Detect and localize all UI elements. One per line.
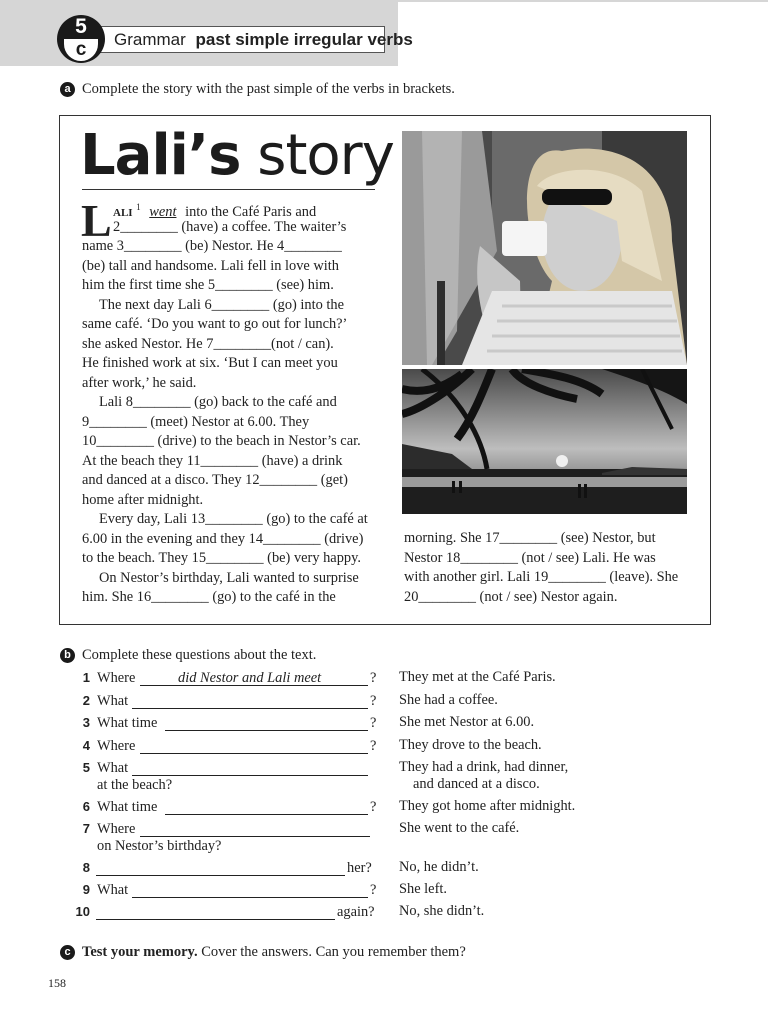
question-row <box>60 668 700 688</box>
answer-text: They met at the Café Paris. <box>399 669 556 685</box>
question-end: ? <box>370 882 377 898</box>
answer-text: They had a drink, had dinner, <box>399 759 569 775</box>
story-line: name 3________ (be) Nestor. He 4________ <box>82 238 342 254</box>
story-drop-cap: L <box>81 195 112 246</box>
unit-number: 5 <box>75 15 87 38</box>
question-row <box>60 797 700 817</box>
question-number: 8 <box>82 860 90 875</box>
question-row <box>60 902 700 922</box>
story-line-text: into the Café Paris and <box>181 203 317 220</box>
question-row <box>60 691 700 711</box>
part-a-instruction <box>60 80 455 98</box>
answer-text: They drove to the beach. <box>399 737 542 753</box>
story-title-rule <box>82 189 375 190</box>
story-line: to the beach. They 15________ (be) very happy. <box>82 550 361 566</box>
question-start: What <box>97 882 129 898</box>
answer-blank[interactable] <box>96 875 345 876</box>
story-line: and danced at a disco. They 12________ (get) <box>82 472 348 488</box>
answer-text: She went to the café. <box>399 820 520 836</box>
story-smallcaps: ALI <box>113 206 133 219</box>
answer-blank[interactable] <box>165 814 368 815</box>
question-start: What time <box>97 715 158 731</box>
answer-text: She left. <box>399 881 447 897</box>
answer-text: They got home after midnight. <box>399 798 576 814</box>
section-topic: past simple irregular verbs <box>195 30 413 49</box>
question-continuation: on Nestor’s birthday? <box>97 838 222 854</box>
question-row <box>60 858 700 878</box>
answer-blank[interactable] <box>132 897 368 898</box>
story-line: morning. She 17________ (see) Nestor, but <box>404 530 656 546</box>
story-line: after work,’ he said. <box>82 374 197 391</box>
part-c-bold: Test your memory. <box>82 944 198 960</box>
question-number: 1 <box>82 670 90 685</box>
beach-sunset-photo <box>402 369 687 514</box>
woman-drinking-coffee-photo <box>402 131 687 365</box>
story-line: 20________ (not / see) Nestor again. <box>404 588 618 605</box>
question-row <box>60 713 700 733</box>
question-end: again? <box>337 904 375 920</box>
part-c-bullet: c <box>60 945 75 960</box>
story-line: Every day, Lali 13________ (go) to the café at <box>99 511 368 527</box>
question-number: 7 <box>82 821 90 836</box>
answer-blank[interactable] <box>132 708 368 709</box>
question-number: 4 <box>82 738 90 753</box>
question-row <box>60 819 700 854</box>
story-line: The next day Lali 6________ (go) into the <box>99 296 344 313</box>
question-number: 10 <box>75 904 90 919</box>
question-row <box>60 736 700 756</box>
question-start: Where <box>97 821 136 837</box>
story-line: she asked Nestor. He 7________(not / can). <box>82 335 334 352</box>
question-row <box>60 880 700 900</box>
question-number: 9 <box>82 882 90 897</box>
question-start: Where <box>97 738 136 754</box>
story-line: same café. ‘Do you want to go out for lunch?’ <box>82 316 348 332</box>
question-start: What <box>97 760 129 776</box>
answer-blank[interactable] <box>96 919 335 920</box>
section-label: Grammar <box>114 30 186 49</box>
story-title <box>80 122 394 190</box>
answer-text: She met Nestor at 6.00. <box>399 714 535 730</box>
part-b-bullet: b <box>60 648 75 663</box>
story-line: (be) tall and handsome. Lali fell in love with <box>82 257 339 274</box>
example-answer: did Nestor and Lali meet <box>178 670 322 686</box>
header-rule <box>398 0 768 2</box>
story-title-rest: story <box>240 123 394 188</box>
question-end: ? <box>370 738 377 754</box>
part-c-text: Cover the answers. Can you remember them? <box>197 944 466 960</box>
story-line: 10________ (drive) to the beach in Nestor’s car. <box>82 433 361 449</box>
story-line: home after midnight. <box>82 491 204 508</box>
story-line: Lali 8________ (go) back to the café and <box>99 394 337 410</box>
answer-blank[interactable] <box>140 753 368 754</box>
page-number: 158 <box>48 976 66 990</box>
story-example-answer: went <box>149 203 177 220</box>
question-number: 5 <box>82 760 90 775</box>
part-a-instruction-text: Complete the story with the past simple of the verbs in brackets. <box>82 81 455 97</box>
answer-text: No, he didn’t. <box>399 859 479 875</box>
story-line: 9________ (meet) Nestor at 6.00. They <box>82 413 310 430</box>
story-title-bold: Lali’s <box>80 123 241 188</box>
part-c-instruction <box>60 943 466 961</box>
story-line: 6.00 in the evening and they 14________ (drive) <box>82 530 364 547</box>
answer-text: She had a coffee. <box>399 692 498 708</box>
question-number: 3 <box>82 715 90 730</box>
question-number: 6 <box>82 799 90 814</box>
question-start: What time <box>97 799 158 815</box>
story-line: He finished work at six. ‘But I can meet you <box>82 355 338 371</box>
part-b-instruction-text: Complete these questions about the text. <box>82 647 317 663</box>
question-start: Where <box>97 670 136 686</box>
question-continuation: at the beach? <box>97 777 173 793</box>
part-b-instruction <box>60 646 316 664</box>
question-start: What <box>97 693 129 709</box>
story-line: Nestor 18________ (not / see) Lali. He was <box>404 549 656 566</box>
unit-letter: c <box>75 39 87 60</box>
story-gap-number: 1 <box>136 202 141 212</box>
story-line: him the first time she 5________ (see) him. <box>82 277 334 293</box>
question-number: 2 <box>82 693 90 708</box>
question-end: ? <box>370 715 377 731</box>
question-end: ? <box>370 670 377 686</box>
answer-text-continuation: and danced at a disco. <box>413 776 540 792</box>
question-end: ? <box>370 693 377 709</box>
story-line: with another girl. Lali 19________ (leave). She <box>404 569 679 585</box>
answer-text: No, she didn’t. <box>399 903 485 919</box>
part-a-bullet: a <box>60 82 75 97</box>
story-line: At the beach they 11________ (have) a drink <box>82 452 343 469</box>
story-line: 2________ (have) a coffee. The waiter’s <box>113 218 347 235</box>
question-end: her? <box>347 860 372 876</box>
story-line: him. She 16________ (go) to the café in the <box>82 589 336 605</box>
answer-blank[interactable] <box>165 730 368 731</box>
section-title <box>100 26 413 53</box>
question-end: ? <box>370 799 377 815</box>
story-line: On Nestor’s birthday, Lali wanted to surprise <box>99 569 359 586</box>
